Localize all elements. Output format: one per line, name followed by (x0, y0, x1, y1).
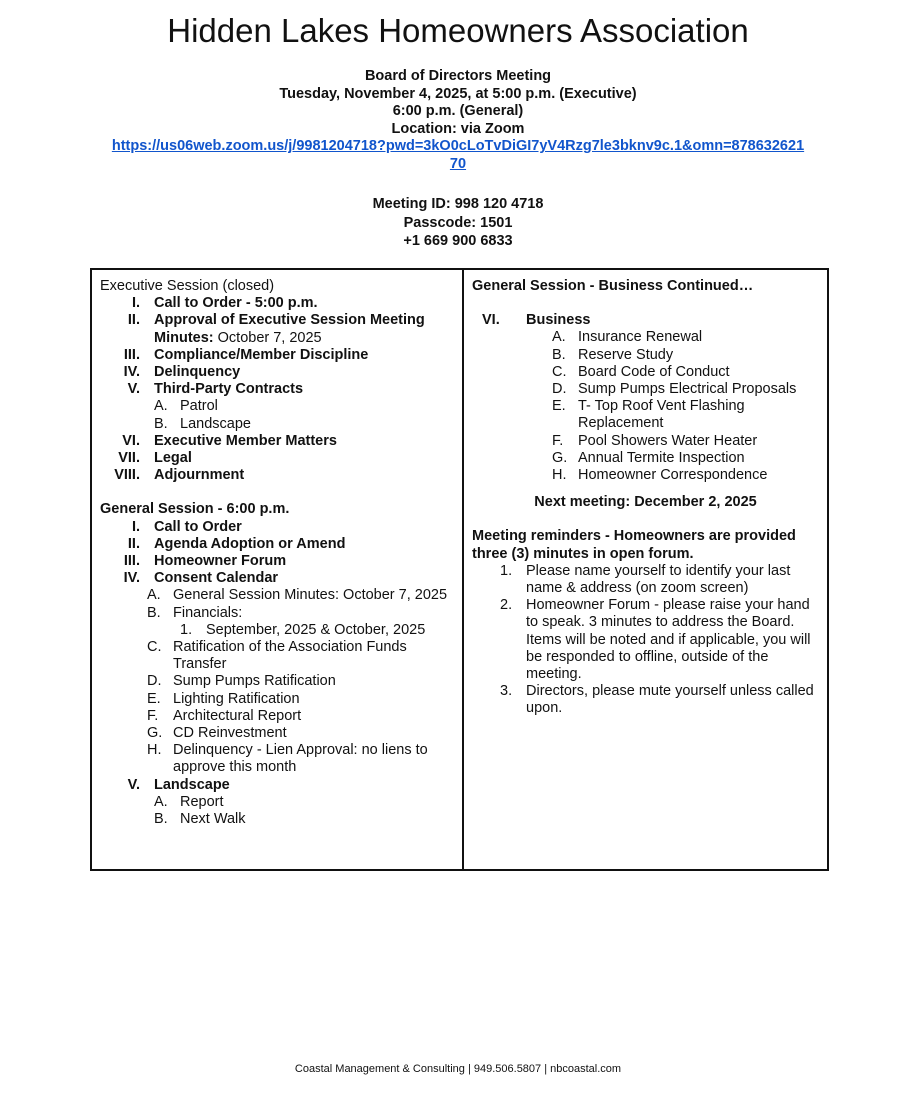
page-footer: Coastal Management & Consulting | 949.506.5807 | nbcoastal.com (294, 1063, 622, 1075)
item-number: V. (127, 381, 140, 398)
agenda-right-column (464, 270, 827, 869)
item-text: Third-Party Contracts (154, 381, 304, 398)
item-text: Delinquency (154, 364, 241, 381)
item-text: Business (526, 312, 591, 329)
agenda-item (100, 450, 454, 467)
general-session-heading: General Session - 6:00 p.m. (100, 501, 290, 518)
reminder-text: Directors, please mute yourself unless called upon. (526, 683, 814, 717)
reminder-number: 3. (500, 683, 513, 700)
item-number: III. (123, 553, 140, 570)
item-number: II. (127, 312, 140, 329)
continued-heading: General Session - Business Continued… (472, 278, 754, 294)
agenda-item (100, 467, 454, 484)
sub-text: CD Reinvestment (173, 725, 287, 742)
sub-text: Lighting Ratification (173, 690, 300, 707)
sub-letter: C. (147, 639, 162, 656)
sub-text: Reserve Study (578, 346, 674, 363)
item-text: Executive Member Matters (154, 432, 337, 449)
sub-text: Landscape (180, 415, 251, 432)
reminder-text: Please name yourself to identify your last name & address (on zoom screen) (526, 562, 791, 597)
agenda-item (100, 312, 454, 346)
sub-item (472, 450, 819, 467)
sub-text: Delinquency - Lien Approval: no liens to approve this month (173, 742, 428, 776)
sub-letter: E. (147, 690, 161, 707)
item-text (154, 312, 454, 346)
sub-item (472, 398, 819, 432)
item-number: VI. (482, 312, 500, 329)
agenda-table (90, 268, 829, 871)
item-text: Call to Order (154, 518, 242, 535)
reminders-heading: Meeting reminders - Homeowners are provided three (3) minutes in open forum. (472, 528, 796, 562)
meeting-name: Board of Directors Meeting (364, 68, 552, 84)
item-text: Compliance/Member Discipline (154, 346, 369, 363)
sub-letter: F. (552, 432, 564, 449)
sub-item (100, 811, 454, 828)
sub-item (100, 725, 454, 742)
sub-letter: G. (147, 725, 163, 742)
reminder-item (472, 597, 819, 683)
sub-item (100, 416, 454, 433)
sub-text: Architectural Report (173, 707, 302, 724)
item-number: I. (131, 295, 140, 312)
meeting-date: Tuesday, November 4, 2025, at 5:00 p.m. (Executive) (279, 85, 637, 102)
item-number: IV. (123, 364, 140, 381)
sub-letter: A. (552, 329, 566, 346)
agenda-item (100, 364, 454, 381)
sub-text: Homeowner Correspondence (578, 467, 768, 484)
reminder-number: 2. (500, 597, 513, 614)
phone-number: +1 669 900 6833 (403, 233, 513, 249)
item-number: I. (131, 518, 140, 535)
item-number: II. (127, 535, 140, 552)
sub-letter: F. (147, 707, 159, 724)
item-text: Call to Order - 5:00 p.m. (154, 295, 318, 312)
agenda-item (100, 536, 454, 553)
sub-letter: B. (154, 811, 168, 828)
sub-text: Patrol (180, 398, 218, 415)
sub-text: September, 2025 & October, 2025 (206, 621, 426, 638)
reminder-item (472, 563, 819, 597)
agenda-item (100, 553, 454, 570)
sub-letter: B. (552, 346, 566, 363)
sub-text: Sump Pumps Electrical Proposals (578, 381, 797, 398)
sub-letter: C. (552, 363, 567, 380)
reminder-item (472, 683, 819, 717)
item-number: VII. (118, 450, 140, 467)
sub-item (472, 433, 819, 450)
agenda-item (100, 570, 454, 587)
sub-item (100, 639, 454, 673)
sub-letter: H. (147, 742, 162, 759)
sub-item (472, 364, 819, 381)
item-number: V. (127, 776, 140, 793)
sub-letter: D. (147, 673, 162, 690)
item-text: Homeowner Forum (154, 553, 287, 570)
item-number: III. (123, 346, 140, 363)
document-title: Hidden Lakes Homeowners Association (167, 12, 749, 49)
sub-text: Report (180, 793, 224, 810)
sub-letter: B. (154, 415, 168, 432)
meeting-location: Location: via Zoom (391, 120, 525, 137)
sub-item (100, 691, 454, 708)
agenda-left-column (92, 270, 464, 869)
sub-letter: H. (552, 467, 567, 484)
sub-text: Ratification of the Association Funds Transfer (173, 639, 407, 673)
sub-item (472, 381, 819, 398)
reminder-number: 1. (500, 562, 513, 579)
item-text: Adjournment (154, 467, 245, 484)
sub-item (472, 329, 819, 346)
sub-text: Annual Termite Inspection (578, 449, 745, 466)
sub-item (100, 605, 454, 622)
sub-letter: G. (552, 449, 568, 466)
next-meeting: Next meeting: December 2, 2025 (534, 494, 757, 511)
agenda-item (472, 312, 819, 329)
sub-item (100, 398, 454, 415)
sub-item (100, 708, 454, 725)
item-number: VI. (122, 432, 140, 449)
item-text: Agenda Adoption or Amend (154, 535, 346, 552)
agenda-item (100, 295, 454, 312)
meeting-info (0, 195, 916, 251)
item-text: Legal (154, 450, 192, 467)
sub-text: T- Top Roof Vent Flashing Replacement (578, 398, 745, 432)
sub-sub-item (100, 622, 454, 639)
sub-text: Financials: (173, 604, 243, 621)
sub-text: Insurance Renewal (578, 329, 703, 346)
item-text: Landscape (154, 776, 230, 793)
agenda-item (100, 519, 454, 536)
item-number: IV. (123, 570, 140, 587)
passcode: Passcode: 1501 (403, 214, 513, 231)
sub-item (100, 673, 454, 690)
agenda-item (100, 347, 454, 364)
sub-letter: D. (552, 381, 567, 398)
sub-text: Sump Pumps Ratification (173, 673, 336, 690)
sub-letter: E. (552, 398, 566, 415)
agenda-item (100, 777, 454, 794)
general-time: 6:00 p.m. (General) (392, 103, 524, 119)
sub-item (100, 742, 454, 776)
sub-item (100, 794, 454, 811)
sub-letter: A. (154, 398, 168, 415)
agenda-item (100, 381, 454, 398)
sub-text: General Session Minutes: October 7, 2025 (173, 587, 448, 604)
sub-number: 1. (180, 621, 193, 638)
executive-session-heading: Executive Session (closed) (100, 278, 275, 294)
sub-letter: A. (147, 587, 161, 604)
item-text: Consent Calendar (154, 570, 279, 587)
meeting-id: Meeting ID: 998 120 4718 (372, 196, 544, 212)
item-date: October 7, 2025 (213, 329, 322, 346)
sub-text: Board Code of Conduct (578, 363, 730, 380)
sub-item (472, 347, 819, 364)
item-number: VIII. (114, 467, 140, 484)
reminder-text: Homeowner Forum - please raise your hand to speak. 3 minutes to address the Board. Items will be noted and if applicable, you will be responded to offline, outside of the meeting. (526, 597, 811, 683)
sub-item (472, 467, 819, 484)
sub-item (100, 587, 454, 604)
agenda-item (100, 433, 454, 450)
sub-letter: A. (154, 793, 168, 810)
sub-letter: B. (147, 604, 161, 621)
sub-text: Next Walk (180, 811, 246, 828)
sub-text: Pool Showers Water Heater (578, 432, 758, 449)
item-text-bold: Approval of Executive Session Meeting Minutes: (154, 312, 425, 346)
meeting-header (0, 68, 916, 173)
zoom-link[interactable]: https://us06web.zoom.us/j/9981204718?pwd=3kO0cLoTvDiGI7yV4Rzg7le3bknv9c.1&omn=87863262170 (111, 138, 805, 172)
